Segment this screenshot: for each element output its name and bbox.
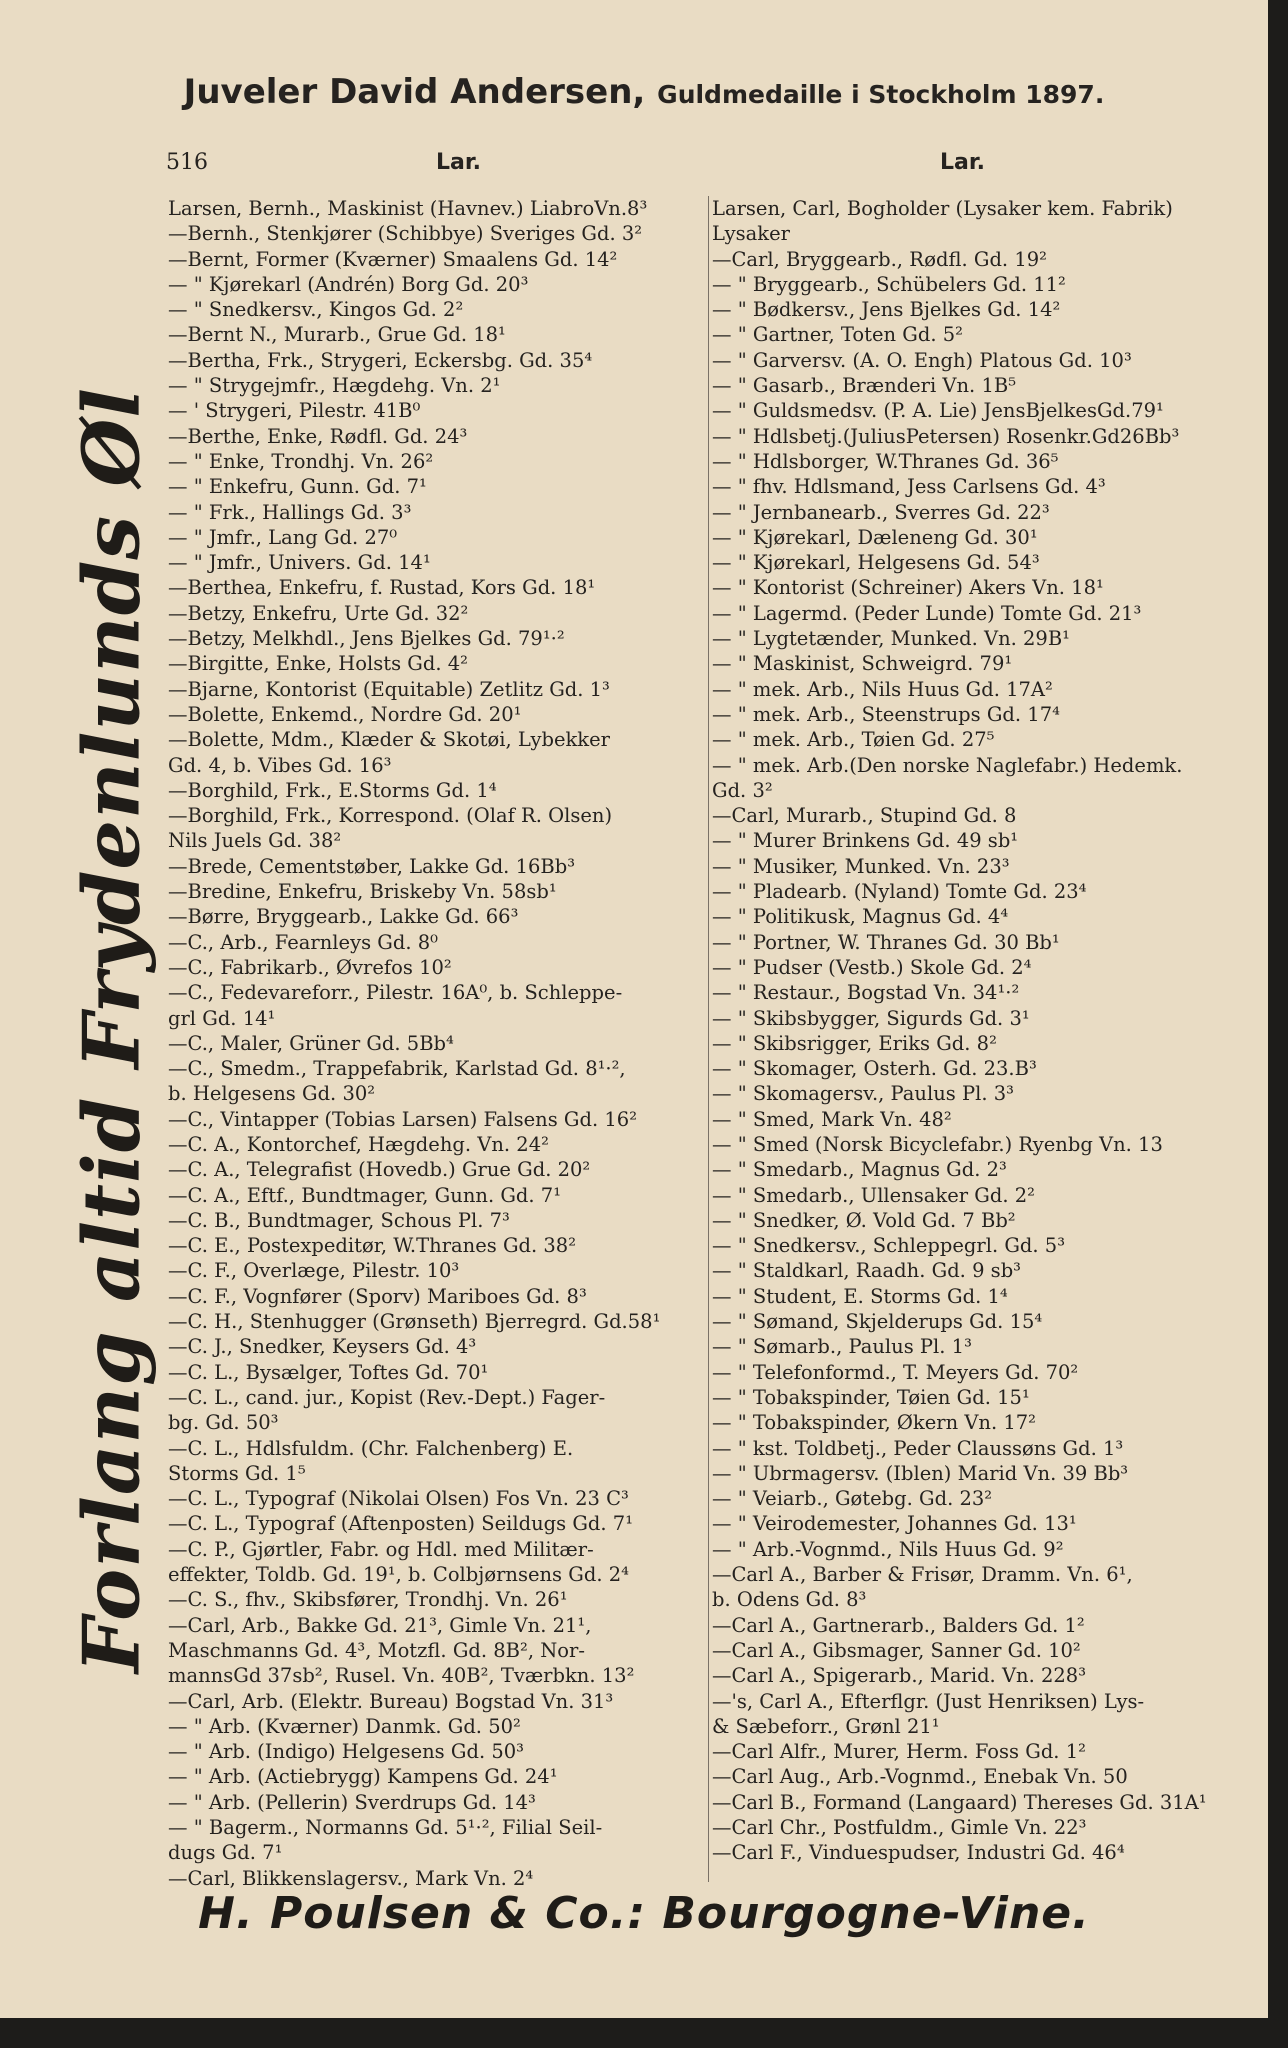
directory-entry: — " Politikusk, Magnus Gd. 4⁴ [712, 905, 1009, 929]
footer-advertisement: H. Poulsen & Co.: Bourgogne-Vine. [198, 1888, 1090, 1939]
directory-entry: — ' Strygeri, Pilestr. 41B⁰ [168, 399, 421, 423]
directory-entry: — " Skibsbygger, Sigurds Gd. 3¹ [712, 1006, 1030, 1030]
directory-entry: — " Arb. (Actiebrygg) Kampens Gd. 24¹ [168, 1765, 558, 1789]
left-column [168, 196, 704, 1891]
page-number: 516 [166, 150, 208, 175]
header-advertisement [0, 72, 1268, 112]
directory-entry: —C. H., Stenhugger (Grønseth) Bjerregrd. Gd.58¹ [168, 1310, 661, 1334]
directory-entry: —C., Smedm., Trappefabrik, Karlstad Gd. 8¹·², [168, 1057, 626, 1081]
directory-entry: —Carl, Blikkenslagersv., Mark Vn. 2⁴ [168, 1866, 534, 1890]
directory-entry: — " Enkefru, Gunn. Gd. 7¹ [168, 475, 427, 499]
directory-entry: —Carl Chr., Postfuldm., Gimle Vn. 22³ [712, 1816, 1087, 1839]
directory-entry: b. Helgesens Gd. 30² [168, 1082, 376, 1106]
side-advertisement: Forlang altid Frydenlunds Øl [66, 387, 158, 1673]
directory-entry: bg. Gd. 50³ [168, 1411, 279, 1435]
directory-entry: —Birgitte, Enke, Holsts Gd. 4² [168, 652, 468, 676]
directory-entry: —'s, Carl A., Efterflgr. (Just Henriksen) Lys- [712, 1689, 1145, 1713]
directory-entry: — " Snedkersv., Schleppegrl. Gd. 5³ [712, 1234, 1066, 1258]
directory-entry: —C. A., Telegrafist (Hovedb.) Grue Gd. 20² [168, 1158, 591, 1182]
directory-entry: — " Gartner, Toten Gd. 5² [712, 323, 963, 347]
directory-entry: — " mek. Arb., Tøien Gd. 27⁵ [712, 728, 995, 752]
directory-entry: —Carl A., Gibsmager, Sanner Gd. 10² [712, 1638, 1081, 1662]
directory-entry: —Bredine, Enkefru, Briskeby Vn. 58sb¹ [168, 880, 557, 904]
directory-entry: —C. L., Typograf (Aftenposten) Seildugs Gd. 7¹ [168, 1512, 634, 1536]
directory-entry: — " Hdlsborger, W.Thranes Gd. 36⁵ [712, 449, 1059, 473]
directory-entry: — " Telefonformd., T. Meyers Gd. 70² [712, 1360, 1079, 1384]
directory-entry: —Betzy, Melkhdl., Jens Bjelkes Gd. 79¹·² [168, 627, 565, 651]
directory-entry: — " Jmfr., Univers. Gd. 14¹ [168, 551, 431, 575]
directory-entry: —Berthea, Enkefru, f. Rustad, Kors Gd. 18¹ [168, 576, 596, 600]
directory-entry: Larsen, Bernh., Maskinist (Havnev.) LiabroVn.8³ [168, 197, 648, 220]
directory-entry: — " mek. Arb., Steenstrups Gd. 17⁴ [712, 702, 1060, 726]
directory-entry: —Brede, Cementstøber, Lakke Gd. 16Bb³ [168, 854, 576, 878]
directory-entry: —C., Fabrikarb., Øvrefos 10² [168, 955, 452, 979]
directory-entry: —Carl, Murarb., Stupind Gd. 8 [712, 804, 1017, 828]
directory-entry: — " Veiarb., Gøtebg. Gd. 23² [712, 1487, 993, 1511]
directory-entry: —C. L., Hdlsfuldm. (Chr. Falchenberg) E. [168, 1436, 574, 1460]
directory-entry: — " Frk., Hallings Gd. 3³ [168, 500, 412, 524]
right-column-head: Lar. [940, 150, 985, 175]
directory-entry: — " Enke, Trondhj. Vn. 26² [168, 449, 434, 473]
directory-entry: — " Arb. (Indigo) Helgesens Gd. 50³ [168, 1740, 524, 1764]
directory-entry: —Carl Alfr., Murer, Herm. Foss Gd. 1² [712, 1740, 1086, 1764]
directory-entry: Gd. 4, b. Vibes Gd. 16³ [168, 753, 392, 777]
directory-entry: — " Arb. (Pellerin) Sverdrups Gd. 14³ [168, 1790, 536, 1814]
directory-entry: — " Skomagersv., Paulus Pl. 3³ [712, 1082, 1014, 1106]
directory-entry: — " Skomager, Osterh. Gd. 23.B³ [712, 1057, 1037, 1081]
directory-entry: — " Sømarb., Paulus Pl. 1³ [712, 1335, 972, 1359]
directory-entry: — " Lagermd. (Peder Lunde) Tomte Gd. 21³ [712, 601, 1142, 625]
directory-entry: — " Smed (Norsk Bicyclefabr.) Ryenbg Vn. 13 [712, 1132, 1163, 1156]
directory-entry: — " Portner, W. Thranes Gd. 30 Bb¹ [712, 930, 1060, 954]
directory-entry: — " Kjørekarl, Dæleneng Gd. 30¹ [712, 525, 1038, 549]
directory-entry: Gd. 3² [712, 778, 773, 802]
left-column-head: Lar. [436, 150, 481, 175]
directory-entry: — " Pudser (Vestb.) Skole Gd. 2⁴ [712, 955, 1032, 979]
directory-entry: —Carl Aug., Arb.-Vognmd., Enebak Vn. 50 [712, 1765, 1128, 1789]
directory-entry: —Carl, Arb. (Elektr. Bureau) Bogstad Vn. 31³ [168, 1689, 614, 1713]
column-divider [708, 196, 709, 1882]
directory-entry: —Carl, Bryggearb., Rødfl. Gd. 19² [712, 247, 1047, 271]
directory-entry: — " Kjørekarl (Andrén) Borg Gd. 20³ [168, 272, 529, 296]
directory-entry: —C. F., Vognfører (Sporv) Mariboes Gd. 8³ [168, 1284, 587, 1308]
directory-entry: — " Gasarb., Brænderi Vn. 1B⁵ [712, 374, 1017, 398]
directory-entry: — " kst. Toldbetj., Peder Claussøns Gd. 1³ [712, 1436, 1124, 1460]
directory-entry: — " Snedkersv., Kingos Gd. 2² [168, 298, 464, 322]
directory-entry: — " Snedker, Ø. Vold Gd. 7 Bb² [712, 1208, 1016, 1232]
directory-entry: —C. L., Bysælger, Toftes Gd. 70¹ [168, 1360, 489, 1384]
directory-entry: —C., Arb., Fearnleys Gd. 8⁰ [168, 930, 438, 954]
directory-entry: Lysaker [712, 222, 790, 246]
directory-entry: — " Sømand, Skjelderups Gd. 15⁴ [712, 1310, 1043, 1334]
directory-entry: —Carl, Arb., Bakke Gd. 21³, Gimle Vn. 21¹, [168, 1613, 592, 1637]
directory-entry: — " Guldsmedsv. (P. A. Lie) JensBjelkesGd.79¹ [712, 399, 1164, 423]
directory-entry: —C., Maler, Grüner Gd. 5Bb⁴ [168, 1031, 454, 1055]
directory-entry: b. Odens Gd. 8³ [712, 1588, 867, 1612]
directory-entry: dugs Gd. 7¹ [168, 1841, 283, 1865]
directory-entry: — " Smedarb., Magnus Gd. 2³ [712, 1158, 1007, 1182]
directory-entry: —C. J., Snedker, Keysers Gd. 4³ [168, 1335, 477, 1359]
directory-entry: — " Kjørekarl, Helgesens Gd. 54³ [712, 551, 1040, 575]
directory-entry: Storms Gd. 1⁵ [168, 1461, 306, 1485]
directory-entry: —C. E., Postexpeditør, W.Thranes Gd. 38² [168, 1234, 577, 1258]
directory-entry: —C. L., cand. jur., Kopist (Rev.-Dept.) Fager- [168, 1385, 606, 1409]
directory-entry: —C. B., Bundtmager, Schous Pl. 7³ [168, 1208, 510, 1232]
directory-entry: mannsGd 37sb², Rusel. Vn. 40B², Tværbkn. 13² [168, 1664, 635, 1688]
directory-entry: —Carl F., Vinduespudser, Industri Gd. 46⁴ [712, 1841, 1125, 1865]
directory-entry: —Bolette, Mdm., Klæder & Skotøi, Lybekker [168, 728, 610, 752]
directory-entry: —C. F., Overlæge, Pilestr. 10³ [168, 1259, 460, 1283]
directory-entry: Nils Juels Gd. 38² [168, 829, 342, 853]
directory-entry: — " Veirodemester, Johannes Gd. 13¹ [712, 1512, 1077, 1536]
directory-entry: —Bernt, Former (Kværner) Smaalens Gd. 14² [168, 247, 618, 271]
right-column [712, 196, 1252, 1866]
directory-entry: —C. S., fhv., Skibsfører, Trondhj. Vn. 26¹ [168, 1588, 568, 1612]
directory-entry: — " Lygtetænder, Munked. Vn. 29B¹ [712, 627, 1070, 651]
directory-entry: —C. P., Gjørtler, Fabr. og Hdl. med Militær- [168, 1537, 594, 1561]
directory-entry: grl Gd. 14¹ [168, 1006, 276, 1030]
directory-entry: —Borghild, Frk., Korrespond. (Olaf R. Olsen) [168, 804, 613, 828]
directory-entry: —C. A., Kontorchef, Hægdehg. Vn. 24² [168, 1132, 549, 1156]
directory-entry: —Bertha, Frk., Strygeri, Eckersbg. Gd. 35⁴ [168, 348, 593, 372]
directory-entry: — " Musiker, Munked. Vn. 23³ [712, 854, 1010, 878]
directory-entry: —C. A., Eftf., Bundtmager, Gunn. Gd. 7¹ [168, 1183, 562, 1207]
directory-entry: —Bjarne, Kontorist (Equitable) Zetlitz Gd. 1³ [168, 677, 610, 701]
directory-entry: — " Bagerm., Normanns Gd. 5¹·², Filial Seil- [168, 1816, 603, 1839]
directory-entry: — " Garversv. (A. O. Engh) Platous Gd. 10³ [712, 348, 1132, 372]
directory-entry: — " Kontorist (Schreiner) Akers Vn. 18¹ [712, 576, 1104, 600]
directory-entry: — " Tobakspinder, Økern Vn. 17² [712, 1411, 1036, 1435]
directory-entry: — " Smedarb., Ullensaker Gd. 2² [712, 1183, 1035, 1207]
header-title: Juveler David Andersen, [183, 72, 646, 112]
directory-entry: — " Tobakspinder, Tøien Gd. 15¹ [712, 1385, 1030, 1409]
directory-entry: —Bernh., Stenkjører (Schibbye) Sveriges Gd. 3² [168, 222, 643, 246]
directory-entry: — " Maskinist, Schweigrd. 79¹ [712, 652, 1013, 676]
directory-entry: — " Skibsrigger, Eriks Gd. 8² [712, 1031, 997, 1055]
directory-entry: —Bolette, Enkemd., Nordre Gd. 20¹ [168, 702, 522, 726]
header-subtitle: Guldmedaille i Stockholm 1897. [657, 80, 1105, 109]
directory-entry: —Børre, Bryggearb., Lakke Gd. 66³ [168, 905, 519, 929]
directory-entry: —Carl A., Gartnerarb., Balders Gd. 1² [712, 1613, 1085, 1637]
directory-entry: & Sæbeforr., Grønl 21¹ [712, 1714, 940, 1738]
directory-entry: — " Arb. (Kværner) Danmk. Gd. 50² [168, 1714, 521, 1738]
directory-entry: Maschmanns Gd. 4³, Motzfl. Gd. 8B², Nor- [168, 1638, 585, 1662]
directory-entry: — " Strygejmfr., Hægdehg. Vn. 2¹ [168, 374, 501, 398]
directory-entry: —Carl B., Formand (Langaard) Thereses Gd. 31A¹ [712, 1790, 1207, 1814]
directory-entry: — " Restaur., Bogstad Vn. 34¹·² [712, 981, 1020, 1005]
directory-entry: —Carl A., Spigerarb., Marid. Vn. 228³ [712, 1664, 1087, 1688]
directory-entry: — " Student, E. Storms Gd. 1⁴ [712, 1284, 1008, 1308]
directory-entry: effekter, Toldb. Gd. 19¹, b. Colbjørnsens Gd. 2⁴ [168, 1563, 629, 1587]
directory-entry: —C., Fedevareforr., Pilestr. 16A⁰, b. Schleppe- [168, 981, 623, 1005]
directory-entry: — " Murer Brinkens Gd. 49 sb¹ [712, 829, 1019, 853]
directory-entry: —Bernt N., Murarb., Grue Gd. 18¹ [168, 323, 506, 347]
directory-entry: — " Bryggearb., Schübelers Gd. 11² [712, 272, 1066, 296]
directory-entry: —Berthe, Enke, Rødfl. Gd. 24³ [168, 424, 468, 448]
directory-entry: —Borghild, Frk., E.Storms Gd. 1⁴ [168, 778, 497, 802]
directory-entry: — " Pladearb. (Nyland) Tomte Gd. 23⁴ [712, 880, 1087, 904]
directory-entry: —C. L., Typograf (Nikolai Olsen) Fos Vn. 23 C³ [168, 1487, 629, 1511]
directory-entry: — " Staldkarl, Raadh. Gd. 9 sb³ [712, 1259, 1021, 1283]
directory-entry: — " Hdlsbetj.(JuliusPetersen) Rosenkr.Gd26Bb³ [712, 424, 1180, 448]
directory-entry: Larsen, Carl, Bogholder (Lysaker kem. Fabrik) [712, 197, 1173, 220]
directory-entry: — " Bødkersv., Jens Bjelkes Gd. 14² [712, 298, 1061, 322]
directory-entry: — " Jernbanearb., Sverres Gd. 22³ [712, 500, 1050, 524]
directory-entry: —C., Vintapper (Tobias Larsen) Falsens Gd. 16² [168, 1107, 638, 1131]
directory-entry: — " Ubrmagersv. (Iblen) Marid Vn. 39 Bb³ [712, 1461, 1129, 1485]
directory-entry: —Carl A., Barber & Frisør, Dramm. Vn. 6¹, [712, 1563, 1133, 1587]
directory-entry: — " fhv. Hdlsmand, Jess Carlsens Gd. 4³ [712, 475, 1106, 499]
directory-entry: — " mek. Arb.(Den norske Naglefabr.) Hedemk. [712, 753, 1183, 777]
directory-entry: —Betzy, Enkefru, Urte Gd. 32² [168, 601, 469, 625]
directory-entry: — " Jmfr., Lang Gd. 27⁰ [168, 525, 398, 549]
directory-entry: — " Arb.-Vognmd., Nils Huus Gd. 9² [712, 1537, 1064, 1561]
directory-entry: — " Smed, Mark Vn. 48² [712, 1107, 952, 1131]
directory-entry: — " mek. Arb., Nils Huus Gd. 17A² [712, 677, 1053, 701]
